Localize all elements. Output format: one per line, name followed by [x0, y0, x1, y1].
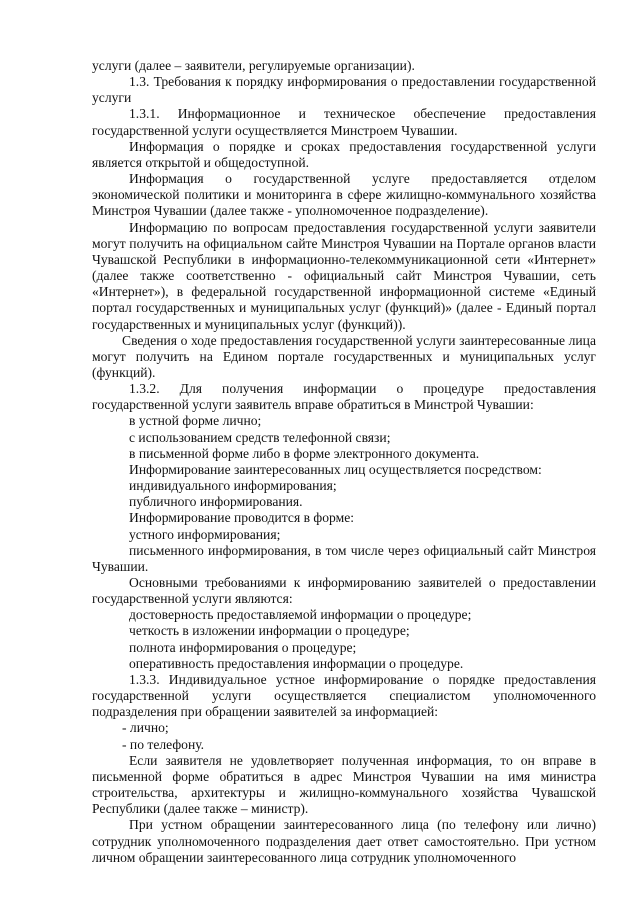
paragraph: в письменной форме либо в форме электронного документа.	[129, 445, 480, 461]
paragraph: устного информирования;	[129, 526, 281, 542]
paragraph: Информирование проводится в форме:	[129, 510, 355, 526]
document-page	[92, 58, 596, 866]
paragraph: 1.3.2. Для получения информации о процедуре предоставления государственной услуги заявитель вправе обратиться в Минстрой Чувашии:	[92, 381, 596, 413]
paragraph: полнота информирования о процедуре;	[129, 639, 357, 655]
paragraph: Основными требованиями к информированию заявителей о предоставлении государственной услуги являются:	[92, 575, 596, 607]
paragraph: Если заявителя не удовлетворяет полученная информация, то он вправе в письменной форме обратиться в адрес Минстроя Чувашии на имя министра строительства, архитектуры и жилищно-коммунального хозяйства Чувашской Республики (далее также – министр).	[92, 752, 596, 817]
paragraph: четкость в изложении информации о процедуре;	[129, 623, 410, 639]
paragraph: Информирование заинтересованных лиц осуществляется посредством:	[129, 461, 542, 477]
paragraph: достоверность предоставляемой информации о процедуре;	[129, 607, 472, 623]
paragraph: оперативность предоставления информации о процедуре.	[129, 655, 464, 671]
paragraph: При устном обращении заинтересованного лица (по телефону или лично) сотрудник уполномоченного подразделения дает ответ самостоятельно. При устном личном обращении заинтересованного лица сотрудник уполномоченного	[92, 817, 596, 865]
paragraph: Информация о порядке и сроках предоставления государственной услуги является открытой и общедоступной.	[92, 138, 596, 170]
paragraph: - лично;	[122, 720, 169, 736]
paragraph: - по телефону.	[122, 736, 205, 752]
paragraph: услуги (далее – заявители, регулируемые организации).	[92, 58, 415, 73]
paragraph: индивидуального информирования;	[129, 478, 337, 494]
paragraph: 1.3.3. Индивидуальное устное информирование о порядке предоставления государственной услуги осуществляется специалистом уполномоченного подразделения при обращении заявителей за информацией:	[92, 671, 596, 720]
paragraph: Информация о государственной услуге предоставляется отделом экономической политики и мониторинга в сфере жилищно-коммунального хозяйства Минстроя Чувашии (далее также - уполномоченное подразделение).	[92, 171, 596, 219]
paragraph: с использованием средств телефонной связи;	[129, 429, 391, 445]
paragraph: Информацию по вопросам предоставления государственной услуги заявители могут получить на официальном сайте Минстроя Чувашии на Портале органов власти Чувашской Республики в информационно-телекоммуникационной сети «Интернет» (далее также соответственно - официальный сайт Минстроя Чувашии, сеть «Интернет»), в федеральной государственной информационной системе «Единый портал государственных и муниципальных услуг (функций)» (далее - Единый портал государственных и муниципальных услуг (функций)).	[92, 219, 596, 332]
paragraph: публичного информирования.	[129, 494, 303, 510]
paragraph: Сведения о ходе предоставления государственной услуги заинтересованные лица могут получить на Едином портале государственных и муниципальных услуг (функций).	[92, 332, 596, 380]
paragraph: в устной форме лично;	[129, 413, 262, 429]
paragraph: 1.3.1. Информационное и техническое обеспечение предоставления государственной услуги осуществляется Минстроем Чувашии.	[92, 106, 596, 138]
paragraph: 1.3. Требования к порядку информирования о предоставлении государственной услуги	[92, 74, 596, 106]
paragraph: письменного информирования, в том числе через официальный сайт Минстроя Чувашии.	[92, 542, 596, 574]
